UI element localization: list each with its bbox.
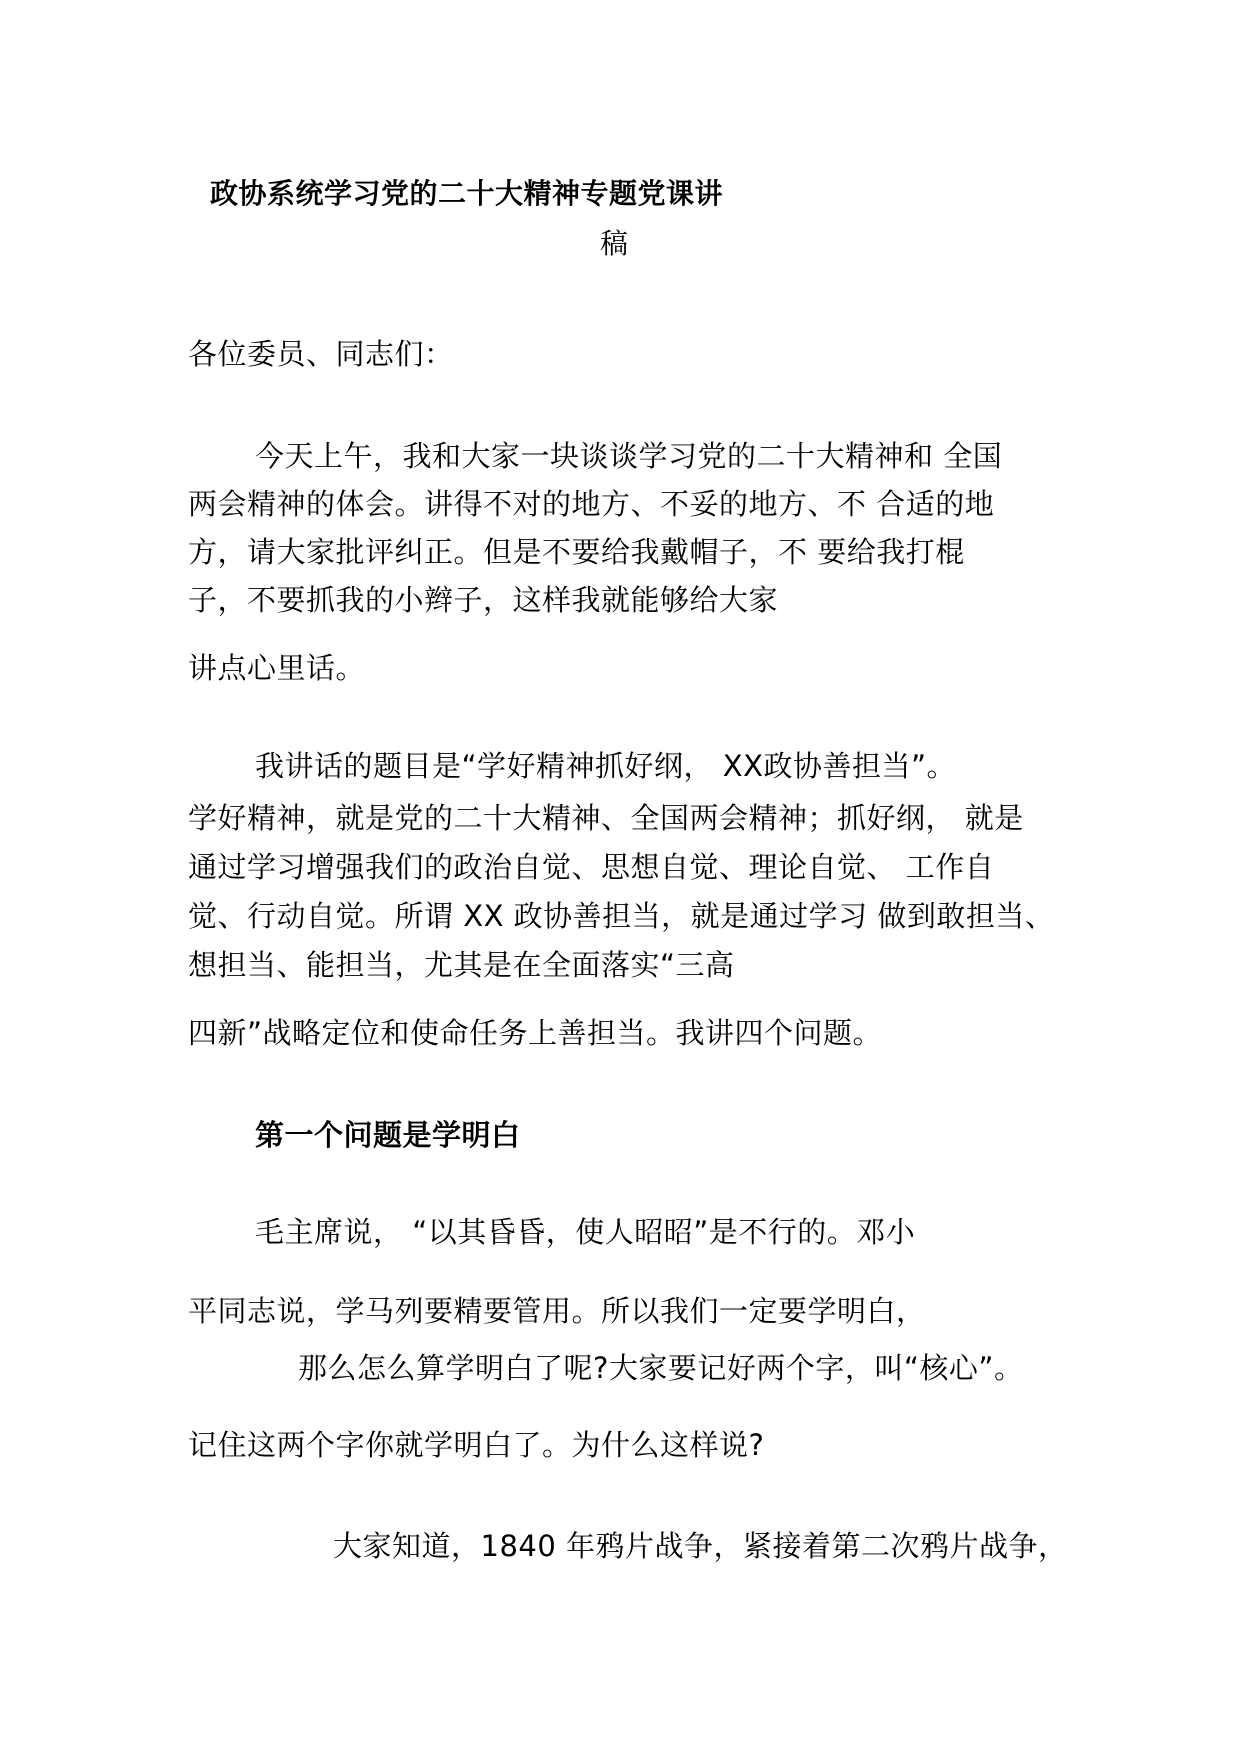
paragraph-1-line-2: 两会精神的体会。讲得不对的地方、不妥的地方、不 合适的地 xyxy=(188,487,995,521)
paragraph-2-line-4: 觉、行动自觉。所谓 XX 政协善担当，就是通过学习 做到敢担当、 xyxy=(188,899,1055,933)
paragraph-1-line-4: 子，不要抓我的小辫子，这样我就能够给大家 xyxy=(188,583,779,617)
paragraph-2-line-5: 想担当、能担当，尤其是在全面落实“三高 xyxy=(188,948,735,982)
paragraph-1-line-1: 今天上午，我和大家一块谈谈学习党的二十大精神和 全国 xyxy=(255,439,1003,473)
paragraph-2-line-3: 通过学习增强我们的政治自觉、思想自觉、理论自觉、 工作自 xyxy=(188,850,995,884)
paragraph-2-line-6: 四新”战略定位和使命任务上善担当。我讲四个问题。 xyxy=(188,1016,883,1050)
paragraph-2-line-1: 我讲话的题目是“学好精神抓好纲， XX政协善担当”。 xyxy=(255,749,957,783)
section-paragraph-1-line-4: 记住这两个字你就学明白了。为什么这样说? xyxy=(188,1428,765,1462)
document-title-line-1: 政协系统学习党的二十大精神专题党课讲 xyxy=(210,177,724,210)
section-paragraph-1-line-1: 毛主席说， “以其昏昏，使人昭昭”是不行的。邓小 xyxy=(255,1215,916,1249)
salutation: 各位委员、同志们： xyxy=(188,337,454,371)
section-heading: 第一个问题是学明白 xyxy=(255,1118,521,1152)
section-paragraph-2-line-1: 大家知道，1840 年鸦片战争，紧接着第二次鸦片战争， xyxy=(333,1529,1068,1563)
paragraph-1-line-3: 方，请大家批评纠正。但是不要给我戴帽子，不 要给我打棍 xyxy=(188,535,965,569)
paragraph-1-line-5: 讲点心里话。 xyxy=(188,651,366,685)
section-paragraph-1-line-2: 平同志说，学马列要精要管用。所以我们一定要学明白， xyxy=(188,1294,926,1328)
section-paragraph-1-line-3: 那么怎么算学明白了呢?大家要记好两个字，叫“核心”。 xyxy=(298,1351,1024,1385)
paragraph-2-line-2: 学好精神，就是党的二十大精神、全国两会精神；抓好纲， 就是 xyxy=(188,801,1024,835)
document-title-line-2: 稿 xyxy=(600,227,629,260)
